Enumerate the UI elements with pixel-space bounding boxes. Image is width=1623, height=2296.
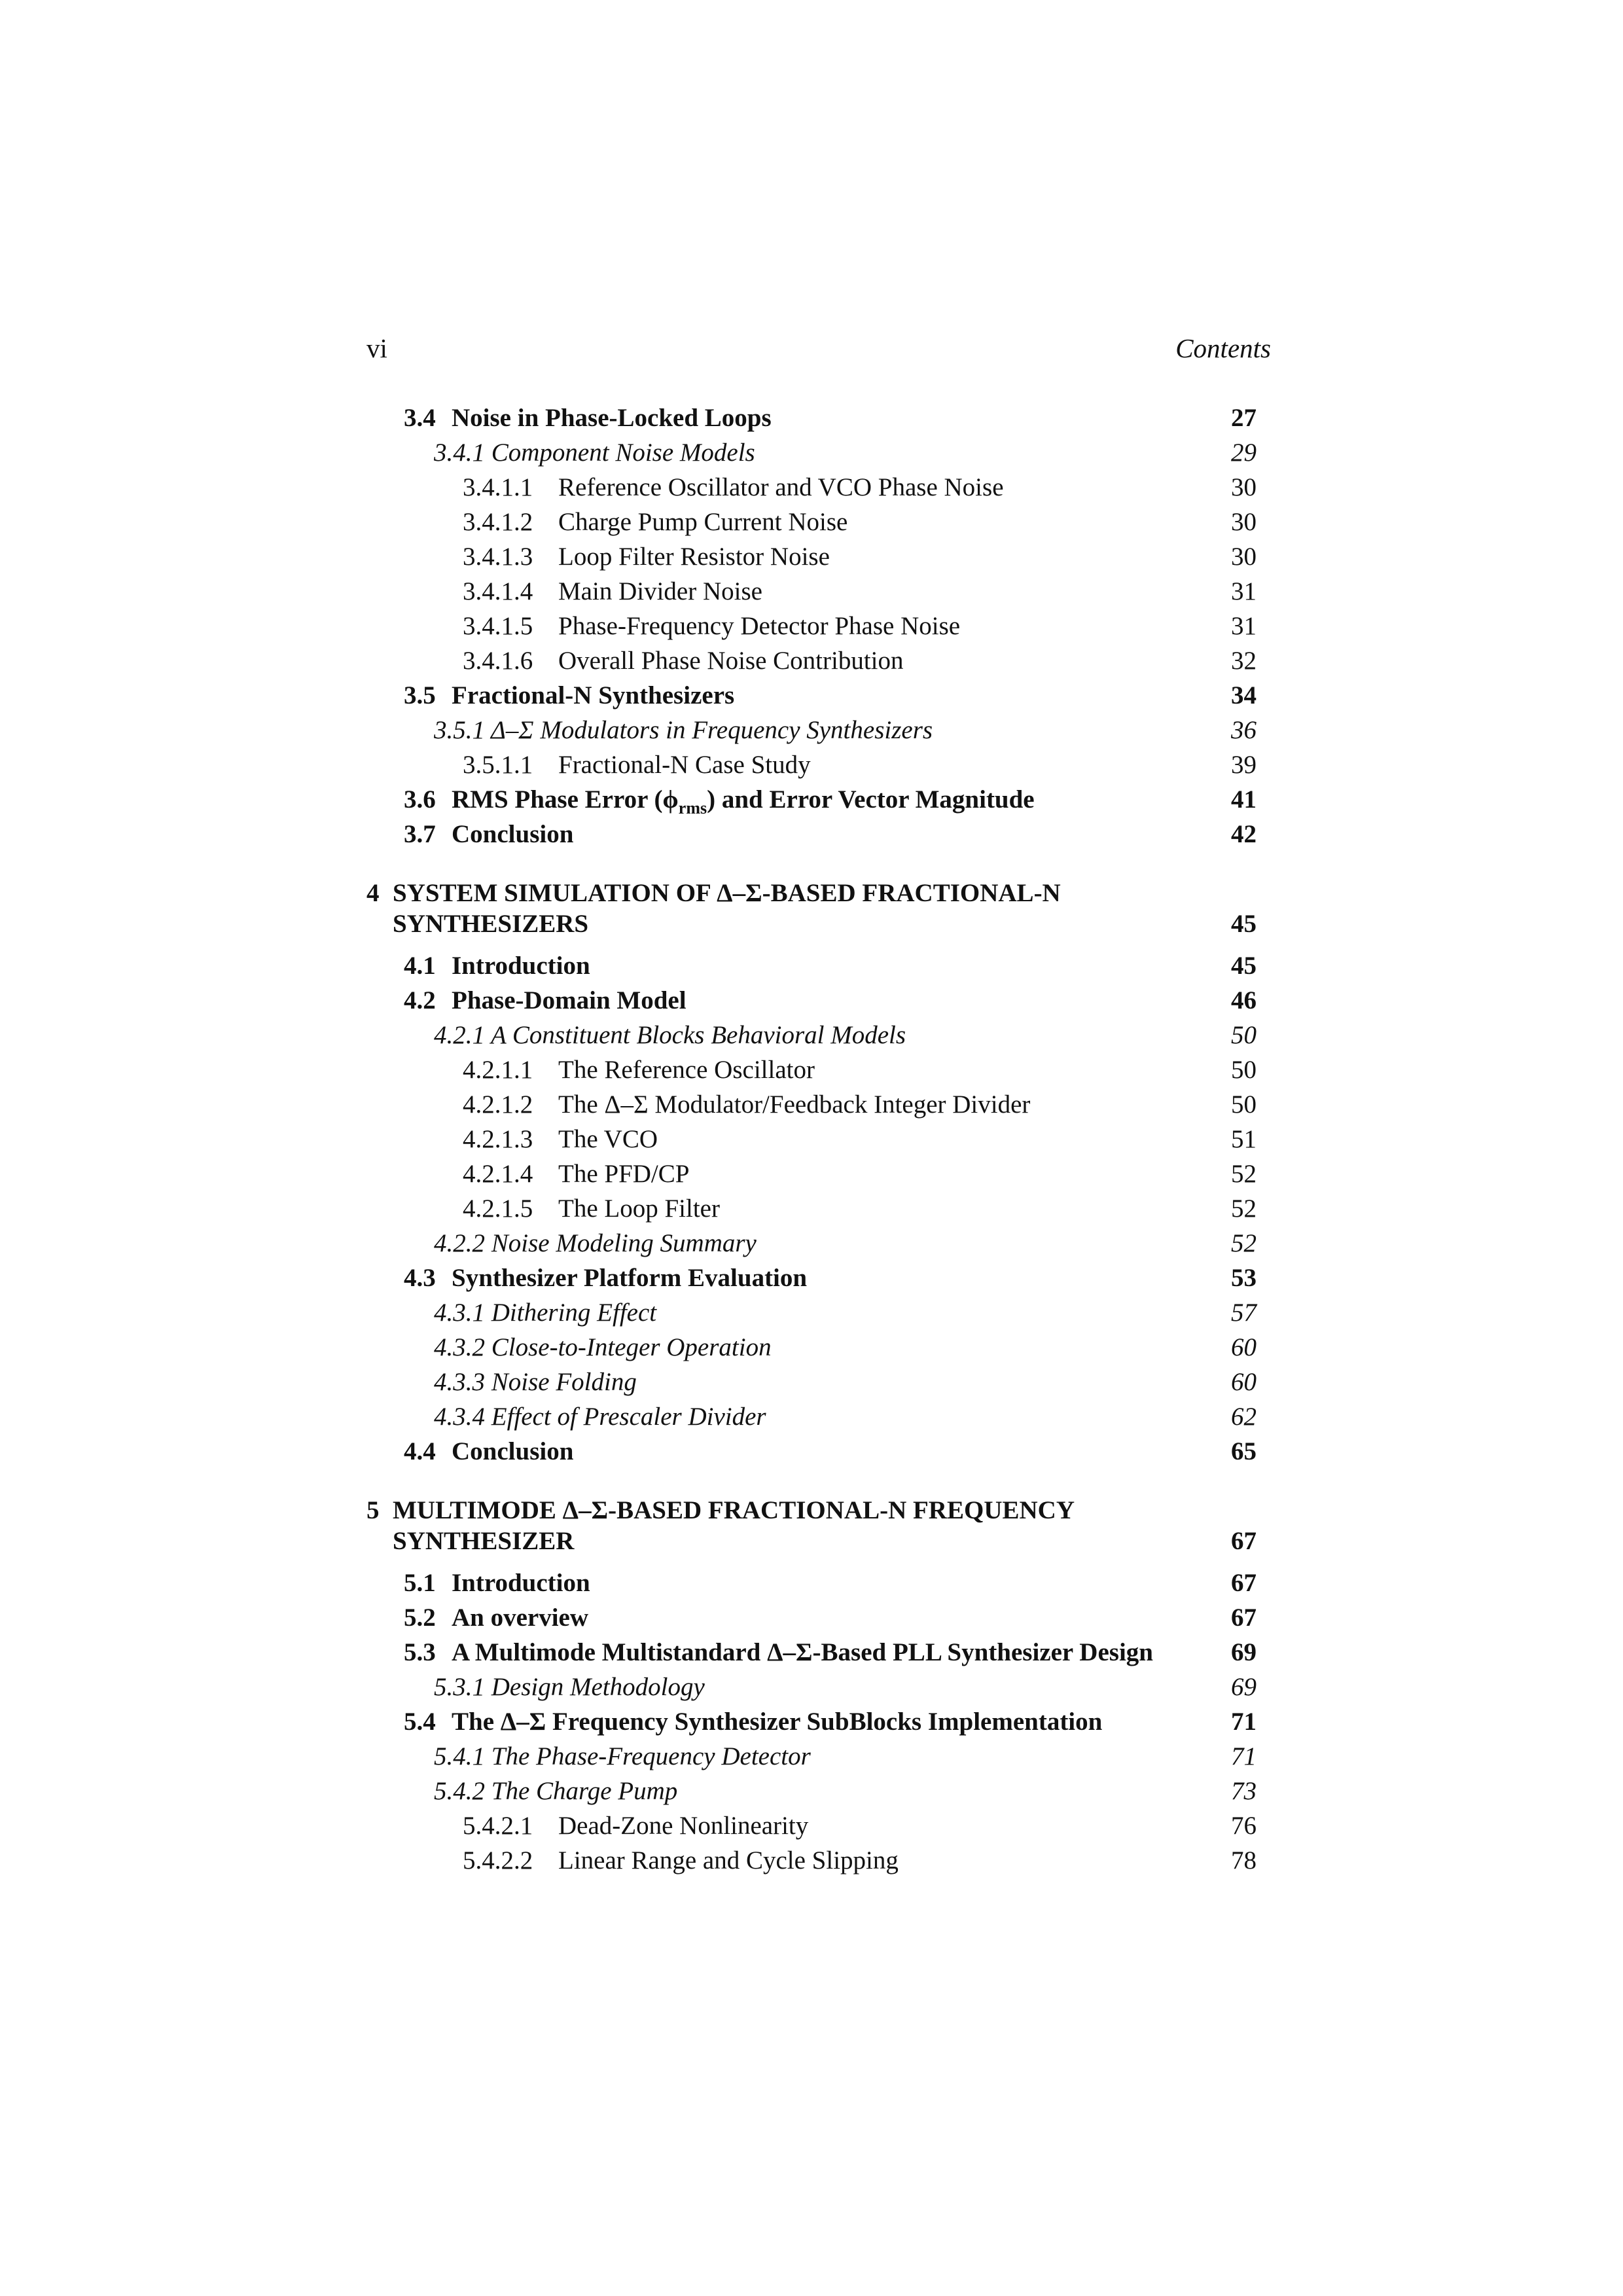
toc-entry-title xyxy=(463,1191,720,1226)
subsection-title: Overall Phase Noise Contribution xyxy=(558,647,904,675)
toc-entry-title xyxy=(404,983,687,1018)
toc-page-number: 78 xyxy=(1231,1846,1257,1874)
toc-entry-sub[interactable] xyxy=(366,1018,1257,1052)
table-of-contents xyxy=(366,401,1257,1878)
section-title: Conclusion xyxy=(452,1437,574,1465)
toc-page-number: 52 xyxy=(1231,1229,1257,1257)
toc-entry-subsub[interactable] xyxy=(366,539,1257,574)
section-number: 5.2 xyxy=(404,1604,436,1632)
toc-entry-title xyxy=(463,1843,899,1878)
toc-entry-title xyxy=(463,574,762,609)
section-number: 3.4 xyxy=(404,404,436,432)
toc-page-number: 69 xyxy=(1231,1638,1257,1666)
subsection-title: Phase-Frequency Detector Phase Noise xyxy=(558,612,961,640)
subsection-number: 3.4.1.3 xyxy=(463,543,533,571)
toc-entry-subsub[interactable] xyxy=(366,1808,1257,1843)
subsection-number: 4.2.1.4 xyxy=(463,1160,533,1188)
title-part: RMS Phase Error (ϕ xyxy=(452,785,679,814)
toc-page-number: 71 xyxy=(1231,1708,1257,1736)
section-number: 4.1 xyxy=(404,952,436,980)
toc-page-number: 53 xyxy=(1231,1264,1257,1292)
toc-page-number: 52 xyxy=(1231,1194,1257,1223)
toc-page-number: 51 xyxy=(1231,1125,1257,1153)
section-title: An overview xyxy=(452,1604,589,1632)
subsection-number: 3.4.1.6 xyxy=(463,647,533,675)
subsection-title: The PFD/CP xyxy=(558,1160,690,1188)
toc-entry-subsub[interactable] xyxy=(366,1157,1257,1191)
toc-entry-section[interactable] xyxy=(366,817,1257,852)
subsection-title: Main Divider Noise xyxy=(558,577,762,605)
toc-entry-sub[interactable] xyxy=(366,435,1257,470)
subsection-title: Linear Range and Cycle Slipping xyxy=(558,1846,899,1874)
toc-entry-title xyxy=(404,817,573,852)
chapter-page: 67 xyxy=(1231,1527,1257,1555)
chapter-number: 5 xyxy=(366,1496,380,1524)
toc-page-number: 30 xyxy=(1231,508,1257,536)
toc-entry-title: 5.4.1 The Phase-Frequency Detector xyxy=(434,1742,811,1770)
toc-entry-title xyxy=(463,609,960,643)
toc-entry-subsub[interactable] xyxy=(366,1191,1257,1226)
section-title: Synthesizer Platform Evaluation xyxy=(452,1264,808,1292)
toc-entry-title: 4.2.1 A Constituent Blocks Behavioral Models xyxy=(434,1021,906,1049)
toc-entry-subsub[interactable] xyxy=(366,1122,1257,1157)
subsection-number: 5.4.2.1 xyxy=(463,1812,533,1840)
toc-entry-title xyxy=(404,782,1035,817)
toc-entry-title xyxy=(463,1087,1030,1122)
toc-page-number: 50 xyxy=(1231,1056,1257,1084)
toc-page-number: 31 xyxy=(1231,577,1257,605)
toc-entry-title: 4.3.2 Close-to-Integer Operation xyxy=(434,1333,772,1361)
toc-entry-section[interactable] xyxy=(366,782,1257,817)
toc-page-number: 32 xyxy=(1231,647,1257,675)
toc-entry-title: 5.4.2 The Charge Pump xyxy=(434,1777,678,1805)
subsection-number: 4.2.1.3 xyxy=(463,1125,533,1153)
subsection-title: Dead-Zone Nonlinearity xyxy=(558,1812,809,1840)
toc-page-number: 29 xyxy=(1231,439,1257,467)
title-part: ) and Error Vector Magnitude xyxy=(707,785,1035,814)
toc-page-number: 46 xyxy=(1231,986,1257,1014)
subsection-number: 4.2.1.2 xyxy=(463,1090,533,1119)
subsection-number: 3.4.1.2 xyxy=(463,508,533,536)
chapter-title-line1: SYSTEM SIMULATION OF Δ–Σ-BASED FRACTIONAL-N xyxy=(393,879,1061,907)
section-title: Introduction xyxy=(452,1569,590,1597)
toc-entry-subsub[interactable] xyxy=(366,470,1257,505)
toc-entry-title xyxy=(463,643,904,678)
toc-entry-title xyxy=(463,505,847,539)
toc-page-number: 65 xyxy=(1231,1437,1257,1465)
toc-entry-title xyxy=(463,539,830,574)
subsection-title: The VCO xyxy=(558,1125,658,1153)
section-number: 5.1 xyxy=(404,1569,436,1597)
toc-entry-title xyxy=(404,948,590,983)
toc-entry-sub[interactable] xyxy=(366,713,1257,747)
toc-page-number: 50 xyxy=(1231,1090,1257,1119)
section-number: 4.3 xyxy=(404,1264,436,1292)
toc-page-number: 50 xyxy=(1231,1021,1257,1049)
page-header xyxy=(366,332,1271,372)
section-number: 3.6 xyxy=(404,785,436,814)
toc-page-number: 62 xyxy=(1231,1403,1257,1431)
toc-block-chapter5 xyxy=(366,1566,1257,1878)
toc-page-number: 31 xyxy=(1231,612,1257,640)
section-title: Introduction xyxy=(452,952,590,980)
toc-entry-subsub[interactable] xyxy=(366,1052,1257,1087)
toc-page-number: 41 xyxy=(1231,785,1257,814)
toc-entry-sub[interactable] xyxy=(366,1739,1257,1774)
chapter-title-line2: SYNTHESIZER xyxy=(393,1527,575,1555)
toc-entry-section[interactable] xyxy=(366,1434,1257,1469)
subsection-number: 3.5.1.1 xyxy=(463,751,533,779)
toc-page-number: 73 xyxy=(1231,1777,1257,1805)
toc-entry-section[interactable] xyxy=(366,1600,1257,1635)
toc-entry-title xyxy=(404,1261,807,1295)
subsection-number: 3.4.1.1 xyxy=(463,473,533,501)
toc-block-chapter3 xyxy=(366,401,1257,852)
toc-entry-title xyxy=(463,1122,658,1157)
toc-entry-sub[interactable] xyxy=(366,1226,1257,1261)
toc-entry-title xyxy=(404,401,772,435)
toc-entry-subsub[interactable] xyxy=(366,643,1257,678)
toc-page-number: 52 xyxy=(1231,1160,1257,1188)
section-number: 5.3 xyxy=(404,1638,436,1666)
toc-entry-title xyxy=(404,1434,573,1469)
subsection-number: 4.2.1.5 xyxy=(463,1194,533,1223)
toc-entry-title: 4.3.1 Dithering Effect xyxy=(434,1299,657,1327)
toc-entry-subsub[interactable] xyxy=(366,609,1257,643)
section-title: Phase-Domain Model xyxy=(452,986,687,1014)
toc-page-number: 71 xyxy=(1231,1742,1257,1770)
toc-entry-title xyxy=(404,678,734,713)
section-number: 3.5 xyxy=(404,681,436,709)
chapter-title-line1: MULTIMODE Δ–Σ-BASED FRACTIONAL-N FREQUENCY xyxy=(393,1496,1075,1524)
toc-entry-title xyxy=(463,1157,689,1191)
toc-entry-sub[interactable] xyxy=(366,1330,1257,1365)
toc-page-number: 67 xyxy=(1231,1604,1257,1632)
toc-entry-sub[interactable] xyxy=(366,1295,1257,1330)
toc-entry-title xyxy=(463,470,1004,505)
toc-entry-section[interactable] xyxy=(366,1704,1257,1739)
section-title: Fractional-N Synthesizers xyxy=(452,681,735,709)
toc-entry-title xyxy=(404,1600,588,1635)
subsection-number: 4.2.1.1 xyxy=(463,1056,533,1084)
subsection-title: The Reference Oscillator xyxy=(558,1056,815,1084)
toc-entry-sub[interactable] xyxy=(366,1365,1257,1399)
toc-page-number: 57 xyxy=(1231,1299,1257,1327)
section-title: The Δ–Σ Frequency Synthesizer SubBlocks Implementation xyxy=(452,1708,1103,1736)
section-title: Noise in Phase-Locked Loops xyxy=(452,404,772,432)
section-title: Conclusion xyxy=(452,820,574,848)
toc-block-chapter4 xyxy=(366,948,1257,1469)
toc-page-number: 30 xyxy=(1231,543,1257,571)
toc-page-number: 42 xyxy=(1231,820,1257,848)
section-number: 3.7 xyxy=(404,820,436,848)
toc-entry-sub[interactable] xyxy=(366,1774,1257,1808)
section-number: 4.4 xyxy=(404,1437,436,1465)
running-title: Contents xyxy=(1175,333,1271,363)
toc-entry-sub[interactable] xyxy=(366,1670,1257,1704)
toc-entry-title: 3.4.1 Component Noise Models xyxy=(434,439,755,467)
subsection-title: Charge Pump Current Noise xyxy=(558,508,848,536)
subsection-number: 3.4.1.5 xyxy=(463,612,533,640)
chapter-title-line2: SYNTHESIZERS xyxy=(393,910,589,938)
toc-page-number: 27 xyxy=(1231,404,1257,432)
toc-entry-title xyxy=(463,747,811,782)
section-title: A Multimode Multistandard Δ–Σ-Based PLL Synthesizer Design xyxy=(452,1638,1153,1666)
toc-entry-section[interactable] xyxy=(366,948,1257,983)
toc-entry-subsub[interactable] xyxy=(366,1843,1257,1878)
toc-entry-section[interactable] xyxy=(366,1566,1257,1600)
toc-page-number: 60 xyxy=(1231,1368,1257,1396)
toc-entry-title: 5.3.1 Design Methodology xyxy=(434,1673,705,1701)
toc-page-number: 39 xyxy=(1231,751,1257,779)
toc-entry-section[interactable] xyxy=(366,1635,1257,1670)
title-subscript: rms xyxy=(678,798,707,817)
toc-page-number: 30 xyxy=(1231,473,1257,501)
toc-chapter-4[interactable] xyxy=(366,878,1257,939)
toc-entry-title: 4.3.4 Effect of Prescaler Divider xyxy=(434,1403,766,1431)
section-number: 4.2 xyxy=(404,986,436,1014)
chapter-page: 45 xyxy=(1231,910,1257,938)
section-number: 5.4 xyxy=(404,1708,436,1736)
toc-entry-title: 4.2.2 Noise Modeling Summary xyxy=(434,1229,757,1257)
toc-entry-subsub[interactable] xyxy=(366,505,1257,539)
toc-page-number: 60 xyxy=(1231,1333,1257,1361)
toc-entry-title xyxy=(463,1808,808,1843)
toc-page-number: 45 xyxy=(1231,952,1257,980)
toc-page-number: 34 xyxy=(1231,681,1257,709)
toc-page-number: 69 xyxy=(1231,1673,1257,1701)
toc-entry-section[interactable] xyxy=(366,1261,1257,1295)
toc-entry-subsub[interactable] xyxy=(366,574,1257,609)
page-number: vi xyxy=(366,333,387,363)
toc-chapter-5[interactable] xyxy=(366,1495,1257,1556)
chapter-number: 4 xyxy=(366,879,380,907)
toc-entry-title: 3.5.1 Δ–Σ Modulators in Frequency Synthesizers xyxy=(434,716,933,744)
toc-entry-section[interactable] xyxy=(366,983,1257,1018)
subsection-number: 5.4.2.2 xyxy=(463,1846,533,1874)
toc-entry-subsub[interactable] xyxy=(366,1087,1257,1122)
subsection-number: 3.4.1.4 xyxy=(463,577,533,605)
subsection-title: The Δ–Σ Modulator/Feedback Integer Divider xyxy=(558,1090,1031,1119)
toc-entry-section[interactable] xyxy=(366,678,1257,713)
toc-entry-subsub[interactable] xyxy=(366,747,1257,782)
toc-entry-title: 4.3.3 Noise Folding xyxy=(434,1368,637,1396)
toc-page-number: 36 xyxy=(1231,716,1257,744)
toc-entry-title xyxy=(404,1635,1153,1670)
subsection-title: Fractional-N Case Study xyxy=(558,751,811,779)
subsection-title: The Loop Filter xyxy=(558,1194,720,1223)
toc-page-number: 67 xyxy=(1231,1569,1257,1597)
toc-entry-title xyxy=(404,1566,590,1600)
toc-entry-sub[interactable] xyxy=(366,1399,1257,1434)
toc-page-number: 76 xyxy=(1231,1812,1257,1840)
toc-entry-title xyxy=(463,1052,815,1087)
toc-entry-title xyxy=(404,1704,1102,1739)
toc-entry-section[interactable] xyxy=(366,401,1257,435)
subsection-title: Reference Oscillator and VCO Phase Noise xyxy=(558,473,1004,501)
subsection-title: Loop Filter Resistor Noise xyxy=(558,543,830,571)
